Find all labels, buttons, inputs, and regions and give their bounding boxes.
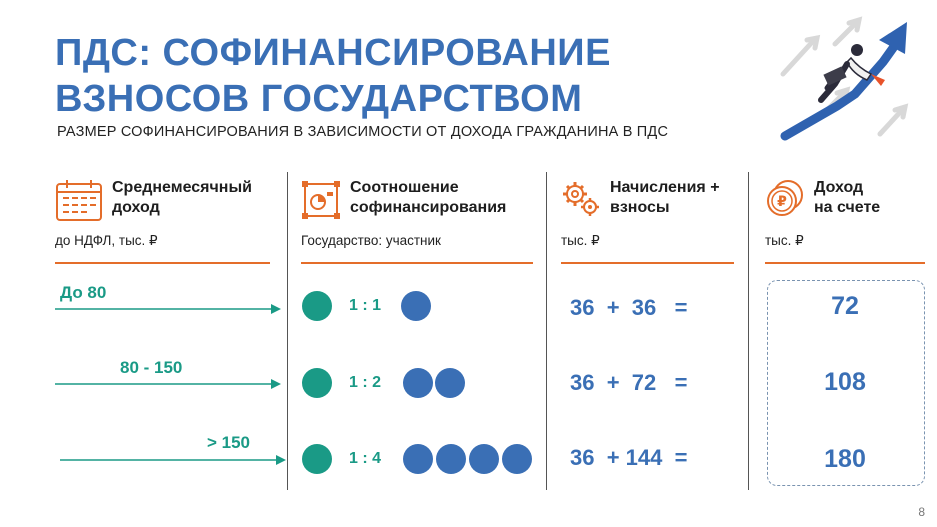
gears-icon [561, 178, 601, 218]
column-title-line1: Среднемесячный [112, 179, 252, 196]
calendar-icon [55, 178, 103, 222]
account-income-box [767, 280, 925, 486]
participant-dot [435, 368, 465, 398]
accrual-formula: 36 + 72 = [570, 370, 688, 395]
column-divider [561, 262, 734, 264]
column-divider [55, 262, 270, 264]
state-dot [302, 291, 332, 321]
growth-arrow-illustration [775, 14, 925, 154]
income-range-label: 80 - 150 [120, 358, 183, 377]
accrual-formula: 36 + 144 = [570, 445, 688, 470]
column-header-accruals [561, 178, 720, 218]
column-separator [748, 172, 749, 490]
income-range-label: До 80 [60, 283, 107, 302]
column-subtitle-account-income: тыс. ₽ [765, 233, 804, 248]
income-arrow [55, 303, 281, 315]
svg-text:₽: ₽ [777, 194, 787, 210]
account-total: 108 [824, 368, 866, 396]
ratio-chart-icon [301, 178, 341, 222]
participant-dot [436, 444, 466, 474]
column-divider [765, 262, 925, 264]
column-title-line2: на счете [814, 199, 881, 216]
participant-dot [403, 444, 433, 474]
column-subtitle-ratio: Государство: участник [301, 233, 441, 248]
page-number: 8 [918, 505, 925, 519]
column-divider [301, 262, 533, 264]
column-title-line1: Доход [814, 179, 864, 196]
income-range-label: > 150 [207, 433, 251, 452]
account-total: 180 [824, 445, 866, 473]
ruble-coins-icon [765, 178, 805, 218]
income-arrow [60, 454, 286, 466]
accrual-formula: 36 + 36 = [570, 295, 688, 320]
ratio-label: 1 : 4 [349, 450, 382, 467]
column-separator [287, 172, 288, 490]
participant-dot [502, 444, 532, 474]
slide-title: ПДС: СОФИНАНСИРОВАНИЕ ВЗНОСОВ ГОСУДАРСТВОМ [55, 32, 611, 120]
column-header-account-income [765, 178, 880, 218]
state-dot [302, 368, 332, 398]
ratio-label: 1 : 2 [349, 374, 382, 391]
column-title-line2: софинансирования [350, 199, 507, 216]
slide-subtitle: РАЗМЕР СОФИНАНСИРОВАНИЯ В ЗАВИСИМОСТИ ОТ ДОХОДА ГРАЖДАНИНА В ПДС [57, 124, 669, 140]
column-title-line2: взносы [610, 199, 670, 216]
column-title-line1: Начисления + [610, 179, 720, 196]
participant-dot [403, 368, 433, 398]
income-arrow [55, 378, 281, 390]
participant-dot [469, 444, 499, 474]
column-title-line2: доход [112, 199, 160, 216]
column-header-income [55, 178, 252, 222]
column-subtitle-income: до НДФЛ, тыс. ₽ [55, 233, 158, 248]
account-total: 72 [831, 292, 859, 320]
column-header-ratio [301, 178, 506, 222]
column-subtitle-accruals: тыс. ₽ [561, 233, 600, 248]
column-separator [546, 172, 547, 490]
participant-dot [401, 291, 431, 321]
state-dot [302, 444, 332, 474]
column-title-line1: Соотношение [350, 179, 459, 196]
ratio-label: 1 : 1 [349, 297, 382, 314]
